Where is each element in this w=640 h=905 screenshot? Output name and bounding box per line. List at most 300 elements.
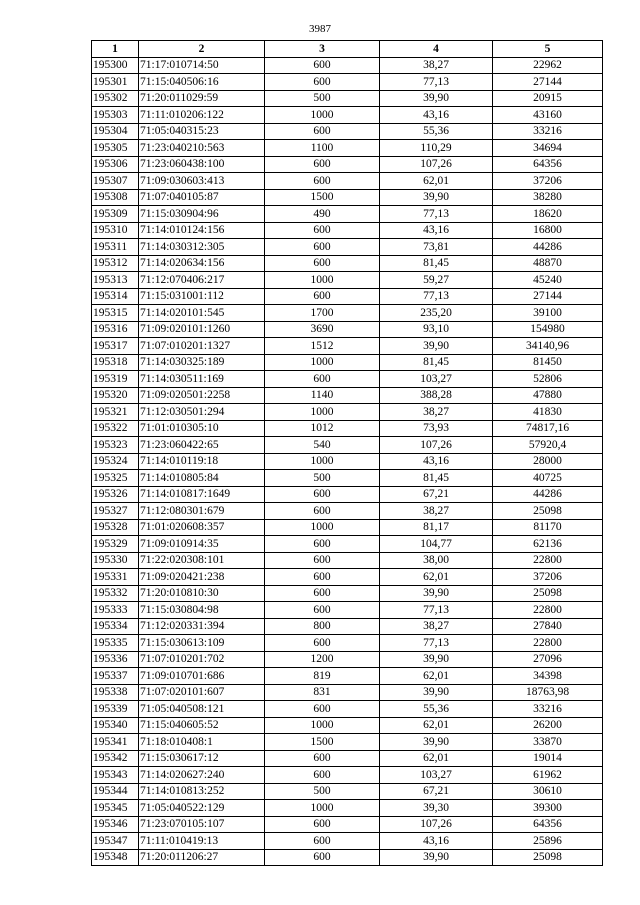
cell-value: 34140,96 — [493, 338, 603, 355]
table-row — [92, 800, 603, 817]
cell-rate: 107,26 — [380, 816, 493, 833]
table-row — [92, 338, 603, 355]
cell-cadastral-number: 71:23:070105:107 — [139, 816, 265, 833]
cell-rate: 43,16 — [380, 107, 493, 124]
cell-value: 16800 — [493, 222, 603, 239]
table-row — [92, 222, 603, 239]
cell-area: 1000 — [265, 404, 380, 421]
cell-area: 600 — [265, 173, 380, 190]
header-row — [92, 41, 603, 58]
cell-rate: 388,28 — [380, 387, 493, 404]
table-row — [92, 74, 603, 91]
cell-cadastral-number: 71:07:020101:607 — [139, 684, 265, 701]
cell-row-number: 195315 — [92, 305, 139, 322]
cell-cadastral-number: 71:05:040522:129 — [139, 800, 265, 817]
cell-row-number: 195312 — [92, 255, 139, 272]
cell-rate: 77,13 — [380, 635, 493, 652]
table-row — [92, 651, 603, 668]
cell-cadastral-number: 71:07:010201:1327 — [139, 338, 265, 355]
cell-row-number: 195300 — [92, 57, 139, 74]
cell-row-number: 195325 — [92, 470, 139, 487]
table-row — [92, 321, 603, 338]
cell-rate: 62,01 — [380, 569, 493, 586]
cell-rate: 67,21 — [380, 486, 493, 503]
cell-cadastral-number: 71:14:030511:169 — [139, 371, 265, 388]
cell-area: 600 — [265, 57, 380, 74]
cell-area: 600 — [265, 833, 380, 850]
cell-value: 33870 — [493, 734, 603, 751]
cell-area: 1500 — [265, 734, 380, 751]
cell-area: 600 — [265, 123, 380, 140]
cell-value: 39300 — [493, 800, 603, 817]
cell-rate: 55,36 — [380, 701, 493, 718]
cell-rate: 93,10 — [380, 321, 493, 338]
cell-value: 25098 — [493, 849, 603, 866]
table-row — [92, 354, 603, 371]
cell-row-number: 195345 — [92, 800, 139, 817]
cell-cadastral-number: 71:20:011029:59 — [139, 90, 265, 107]
cell-cadastral-number: 71:15:031001:112 — [139, 288, 265, 305]
table-row — [92, 107, 603, 124]
table-row — [92, 156, 603, 173]
table-row — [92, 734, 603, 751]
cell-value: 81170 — [493, 519, 603, 536]
cell-row-number: 195331 — [92, 569, 139, 586]
cell-area: 600 — [265, 222, 380, 239]
cell-cadastral-number: 71:09:010701:686 — [139, 668, 265, 685]
cell-row-number: 195324 — [92, 453, 139, 470]
cell-cadastral-number: 71:12:030501:294 — [139, 404, 265, 421]
table-row — [92, 173, 603, 190]
table-row — [92, 288, 603, 305]
cell-area: 1512 — [265, 338, 380, 355]
table-body — [92, 57, 603, 866]
cell-row-number: 195313 — [92, 272, 139, 289]
cell-row-number: 195346 — [92, 816, 139, 833]
cell-row-number: 195335 — [92, 635, 139, 652]
cell-cadastral-number: 71:09:030603:413 — [139, 173, 265, 190]
cell-value: 28000 — [493, 453, 603, 470]
cell-value: 33216 — [493, 123, 603, 140]
cell-row-number: 195342 — [92, 750, 139, 767]
cell-value: 57920,4 — [493, 437, 603, 454]
cell-rate: 39,90 — [380, 684, 493, 701]
cell-value: 48870 — [493, 255, 603, 272]
cell-area: 1000 — [265, 107, 380, 124]
cell-cadastral-number: 71:07:040105:87 — [139, 189, 265, 206]
cell-row-number: 195302 — [92, 90, 139, 107]
cell-row-number: 195322 — [92, 420, 139, 437]
cell-cadastral-number: 71:14:020627:240 — [139, 767, 265, 784]
cell-row-number: 195347 — [92, 833, 139, 850]
cell-row-number: 195318 — [92, 354, 139, 371]
cell-cadastral-number: 71:23:060438:100 — [139, 156, 265, 173]
cell-rate: 77,13 — [380, 288, 493, 305]
cell-area: 600 — [265, 849, 380, 866]
cell-row-number: 195343 — [92, 767, 139, 784]
cell-row-number: 195305 — [92, 140, 139, 157]
cell-area: 1500 — [265, 189, 380, 206]
table-row — [92, 767, 603, 784]
cell-area: 600 — [265, 750, 380, 767]
cell-cadastral-number: 71:11:010206:122 — [139, 107, 265, 124]
cell-rate: 81,17 — [380, 519, 493, 536]
table-row — [92, 272, 603, 289]
cell-cadastral-number: 71:15:030804:98 — [139, 602, 265, 619]
cell-rate: 38,27 — [380, 57, 493, 74]
table-row — [92, 453, 603, 470]
cell-rate: 39,90 — [380, 734, 493, 751]
cell-rate: 39,90 — [380, 189, 493, 206]
register-table — [91, 40, 603, 866]
table-row — [92, 519, 603, 536]
cell-row-number: 195344 — [92, 783, 139, 800]
header-col-1: 1 — [92, 41, 139, 58]
cell-rate: 81,45 — [380, 354, 493, 371]
cell-area: 600 — [265, 486, 380, 503]
cell-area: 600 — [265, 816, 380, 833]
cell-value: 18763,98 — [493, 684, 603, 701]
cell-value: 34694 — [493, 140, 603, 157]
cell-value: 81450 — [493, 354, 603, 371]
cell-row-number: 195301 — [92, 74, 139, 91]
cell-row-number: 195310 — [92, 222, 139, 239]
cell-rate: 107,26 — [380, 156, 493, 173]
cell-area: 600 — [265, 503, 380, 520]
cell-rate: 38,27 — [380, 503, 493, 520]
cell-cadastral-number: 71:17:010714:50 — [139, 57, 265, 74]
cell-row-number: 195314 — [92, 288, 139, 305]
cell-area: 1000 — [265, 800, 380, 817]
cell-row-number: 195339 — [92, 701, 139, 718]
cell-cadastral-number: 71:18:010408:1 — [139, 734, 265, 751]
cell-row-number: 195328 — [92, 519, 139, 536]
cell-rate: 73,81 — [380, 239, 493, 256]
cell-rate: 43,16 — [380, 222, 493, 239]
cell-cadastral-number: 71:15:040605:52 — [139, 717, 265, 734]
cell-value: 26200 — [493, 717, 603, 734]
cell-rate: 110,29 — [380, 140, 493, 157]
cell-row-number: 195319 — [92, 371, 139, 388]
cell-area: 1100 — [265, 140, 380, 157]
cell-cadastral-number: 71:14:020634:156 — [139, 255, 265, 272]
header-col-3: 3 — [265, 41, 380, 58]
cell-rate: 39,90 — [380, 90, 493, 107]
cell-value: 22800 — [493, 602, 603, 619]
header-col-2: 2 — [139, 41, 265, 58]
cell-area: 600 — [265, 585, 380, 602]
table-row — [92, 569, 603, 586]
cell-value: 27096 — [493, 651, 603, 668]
cell-cadastral-number: 71:23:060422:65 — [139, 437, 265, 454]
cell-cadastral-number: 71:09:010914:35 — [139, 536, 265, 553]
cell-cadastral-number: 71:12:070406:217 — [139, 272, 265, 289]
cell-cadastral-number: 71:01:020608:357 — [139, 519, 265, 536]
cell-value: 41830 — [493, 404, 603, 421]
table-row — [92, 470, 603, 487]
cell-cadastral-number: 71:14:030312:305 — [139, 239, 265, 256]
cell-cadastral-number: 71:09:020501:2258 — [139, 387, 265, 404]
cell-row-number: 195332 — [92, 585, 139, 602]
cell-cadastral-number: 71:09:020421:238 — [139, 569, 265, 586]
table-row — [92, 420, 603, 437]
table-row — [92, 90, 603, 107]
cell-value: 20915 — [493, 90, 603, 107]
cell-rate: 81,45 — [380, 470, 493, 487]
cell-value: 18620 — [493, 206, 603, 223]
cell-cadastral-number: 71:07:010201:702 — [139, 651, 265, 668]
table-row — [92, 684, 603, 701]
cell-rate: 38,27 — [380, 404, 493, 421]
table-row — [92, 833, 603, 850]
table-row — [92, 552, 603, 569]
table-row — [92, 585, 603, 602]
cell-rate: 55,36 — [380, 123, 493, 140]
cell-value: 47880 — [493, 387, 603, 404]
cell-cadastral-number: 71:09:020101:1260 — [139, 321, 265, 338]
cell-row-number: 195308 — [92, 189, 139, 206]
cell-cadastral-number: 71:15:030904:96 — [139, 206, 265, 223]
header-col-4: 4 — [380, 41, 493, 58]
cell-row-number: 195309 — [92, 206, 139, 223]
cell-value: 30610 — [493, 783, 603, 800]
table-row — [92, 123, 603, 140]
table-row — [92, 239, 603, 256]
table-row — [92, 57, 603, 74]
cell-rate: 43,16 — [380, 833, 493, 850]
cell-rate: 59,27 — [380, 272, 493, 289]
cell-value: 44286 — [493, 486, 603, 503]
cell-row-number: 195336 — [92, 651, 139, 668]
cell-value: 22962 — [493, 57, 603, 74]
cell-rate: 73,93 — [380, 420, 493, 437]
cell-area: 600 — [265, 239, 380, 256]
cell-value: 61962 — [493, 767, 603, 784]
cell-rate: 67,21 — [380, 783, 493, 800]
cell-row-number: 195330 — [92, 552, 139, 569]
cell-value: 40725 — [493, 470, 603, 487]
table-row — [92, 816, 603, 833]
cell-value: 52806 — [493, 371, 603, 388]
table-row — [92, 783, 603, 800]
cell-cadastral-number: 71:14:010124:156 — [139, 222, 265, 239]
cell-value: 25896 — [493, 833, 603, 850]
table-row — [92, 387, 603, 404]
cell-rate: 43,16 — [380, 453, 493, 470]
header-col-5: 5 — [493, 41, 603, 58]
cell-cadastral-number: 71:14:020101:545 — [139, 305, 265, 322]
cell-area: 1140 — [265, 387, 380, 404]
cell-area: 600 — [265, 552, 380, 569]
cell-row-number: 195317 — [92, 338, 139, 355]
cell-value: 27144 — [493, 74, 603, 91]
table-row — [92, 140, 603, 157]
cell-row-number: 195307 — [92, 173, 139, 190]
cell-row-number: 195321 — [92, 404, 139, 421]
table-row — [92, 503, 603, 520]
cell-area: 800 — [265, 618, 380, 635]
table-row — [92, 849, 603, 866]
cell-area: 600 — [265, 156, 380, 173]
cell-area: 600 — [265, 602, 380, 619]
cell-row-number: 195323 — [92, 437, 139, 454]
cell-cadastral-number: 71:05:040315:23 — [139, 123, 265, 140]
cell-value: 33216 — [493, 701, 603, 718]
cell-cadastral-number: 71:05:040508:121 — [139, 701, 265, 718]
cell-row-number: 195303 — [92, 107, 139, 124]
cell-row-number: 195337 — [92, 668, 139, 685]
cell-area: 1000 — [265, 272, 380, 289]
cell-value: 22800 — [493, 635, 603, 652]
cell-area: 831 — [265, 684, 380, 701]
cell-area: 500 — [265, 90, 380, 107]
cell-area: 600 — [265, 371, 380, 388]
cell-row-number: 195306 — [92, 156, 139, 173]
table-row — [92, 206, 603, 223]
cell-cadastral-number: 71:20:011206:27 — [139, 849, 265, 866]
cell-row-number: 195348 — [92, 849, 139, 866]
cell-area: 600 — [265, 536, 380, 553]
cell-value: 37206 — [493, 569, 603, 586]
cell-area: 490 — [265, 206, 380, 223]
cell-value: 25098 — [493, 503, 603, 520]
cell-area: 600 — [265, 569, 380, 586]
cell-area: 1700 — [265, 305, 380, 322]
cell-cadastral-number: 71:15:030613:109 — [139, 635, 265, 652]
table-row — [92, 404, 603, 421]
cell-area: 1000 — [265, 453, 380, 470]
cell-value: 43160 — [493, 107, 603, 124]
cell-value: 74817,16 — [493, 420, 603, 437]
cell-row-number: 195333 — [92, 602, 139, 619]
cell-cadastral-number: 71:12:020331:394 — [139, 618, 265, 635]
cell-cadastral-number: 71:14:010817:1649 — [139, 486, 265, 503]
cell-value: 25098 — [493, 585, 603, 602]
table-row — [92, 668, 603, 685]
cell-rate: 235,20 — [380, 305, 493, 322]
cell-area: 600 — [265, 701, 380, 718]
cell-row-number: 195316 — [92, 321, 139, 338]
cell-area: 1012 — [265, 420, 380, 437]
cell-cadastral-number: 71:11:010419:13 — [139, 833, 265, 850]
table-row — [92, 305, 603, 322]
cell-row-number: 195304 — [92, 123, 139, 140]
cell-area: 1000 — [265, 354, 380, 371]
cell-value: 45240 — [493, 272, 603, 289]
cell-rate: 81,45 — [380, 255, 493, 272]
cell-value: 27144 — [493, 288, 603, 305]
cell-row-number: 195320 — [92, 387, 139, 404]
table-row — [92, 536, 603, 553]
cell-area: 600 — [265, 767, 380, 784]
cell-area: 600 — [265, 255, 380, 272]
cell-rate: 104,77 — [380, 536, 493, 553]
cell-rate: 103,27 — [380, 767, 493, 784]
table-header — [92, 41, 603, 58]
cell-rate: 62,01 — [380, 750, 493, 767]
cell-cadastral-number: 71:20:010810:30 — [139, 585, 265, 602]
cell-rate: 62,01 — [380, 668, 493, 685]
cell-area: 500 — [265, 470, 380, 487]
cell-rate: 77,13 — [380, 74, 493, 91]
cell-value: 39100 — [493, 305, 603, 322]
table-row — [92, 371, 603, 388]
cell-cadastral-number: 71:01:010305:10 — [139, 420, 265, 437]
cell-rate: 103,27 — [380, 371, 493, 388]
table-row — [92, 255, 603, 272]
cell-area: 600 — [265, 635, 380, 652]
cell-value: 64356 — [493, 156, 603, 173]
cell-row-number: 195341 — [92, 734, 139, 751]
cell-value: 64356 — [493, 816, 603, 833]
cell-area: 1000 — [265, 717, 380, 734]
cell-rate: 107,26 — [380, 437, 493, 454]
cell-value: 27840 — [493, 618, 603, 635]
cell-area: 600 — [265, 288, 380, 305]
cell-cadastral-number: 71:12:080301:679 — [139, 503, 265, 520]
cell-area: 500 — [265, 783, 380, 800]
cell-cadastral-number: 71:14:010119:18 — [139, 453, 265, 470]
table-row — [92, 717, 603, 734]
cell-value: 38280 — [493, 189, 603, 206]
cell-row-number: 195311 — [92, 239, 139, 256]
cell-row-number: 195334 — [92, 618, 139, 635]
table-row — [92, 701, 603, 718]
cell-value: 19014 — [493, 750, 603, 767]
cell-rate: 62,01 — [380, 717, 493, 734]
cell-rate: 39,90 — [380, 338, 493, 355]
cell-cadastral-number: 71:23:040210:563 — [139, 140, 265, 157]
cell-area: 1000 — [265, 519, 380, 536]
cell-rate: 39,90 — [380, 849, 493, 866]
cell-rate: 39,30 — [380, 800, 493, 817]
table-row — [92, 437, 603, 454]
cell-cadastral-number: 71:14:010813:252 — [139, 783, 265, 800]
cell-cadastral-number: 71:15:030617:12 — [139, 750, 265, 767]
cell-cadastral-number: 71:14:010805:84 — [139, 470, 265, 487]
table-row — [92, 618, 603, 635]
cell-value: 44286 — [493, 239, 603, 256]
cell-area: 1200 — [265, 651, 380, 668]
table-row — [92, 602, 603, 619]
table-row — [92, 635, 603, 652]
cell-row-number: 195327 — [92, 503, 139, 520]
cell-cadastral-number: 71:15:040506:16 — [139, 74, 265, 91]
table-row — [92, 750, 603, 767]
cell-rate: 77,13 — [380, 602, 493, 619]
cell-rate: 39,90 — [380, 585, 493, 602]
page-number: 3987 — [309, 23, 331, 35]
cell-area: 819 — [265, 668, 380, 685]
cell-area: 540 — [265, 437, 380, 454]
cell-value: 62136 — [493, 536, 603, 553]
cell-area: 3690 — [265, 321, 380, 338]
cell-rate: 77,13 — [380, 206, 493, 223]
cell-row-number: 195340 — [92, 717, 139, 734]
table-row — [92, 189, 603, 206]
cell-cadastral-number: 71:22:020308:101 — [139, 552, 265, 569]
cell-rate: 38,27 — [380, 618, 493, 635]
table-row — [92, 486, 603, 503]
cell-row-number: 195326 — [92, 486, 139, 503]
cell-area: 600 — [265, 74, 380, 91]
cell-value: 37206 — [493, 173, 603, 190]
cell-value: 154980 — [493, 321, 603, 338]
cell-rate: 38,00 — [380, 552, 493, 569]
cell-value: 22800 — [493, 552, 603, 569]
cell-value: 34398 — [493, 668, 603, 685]
cell-row-number: 195329 — [92, 536, 139, 553]
